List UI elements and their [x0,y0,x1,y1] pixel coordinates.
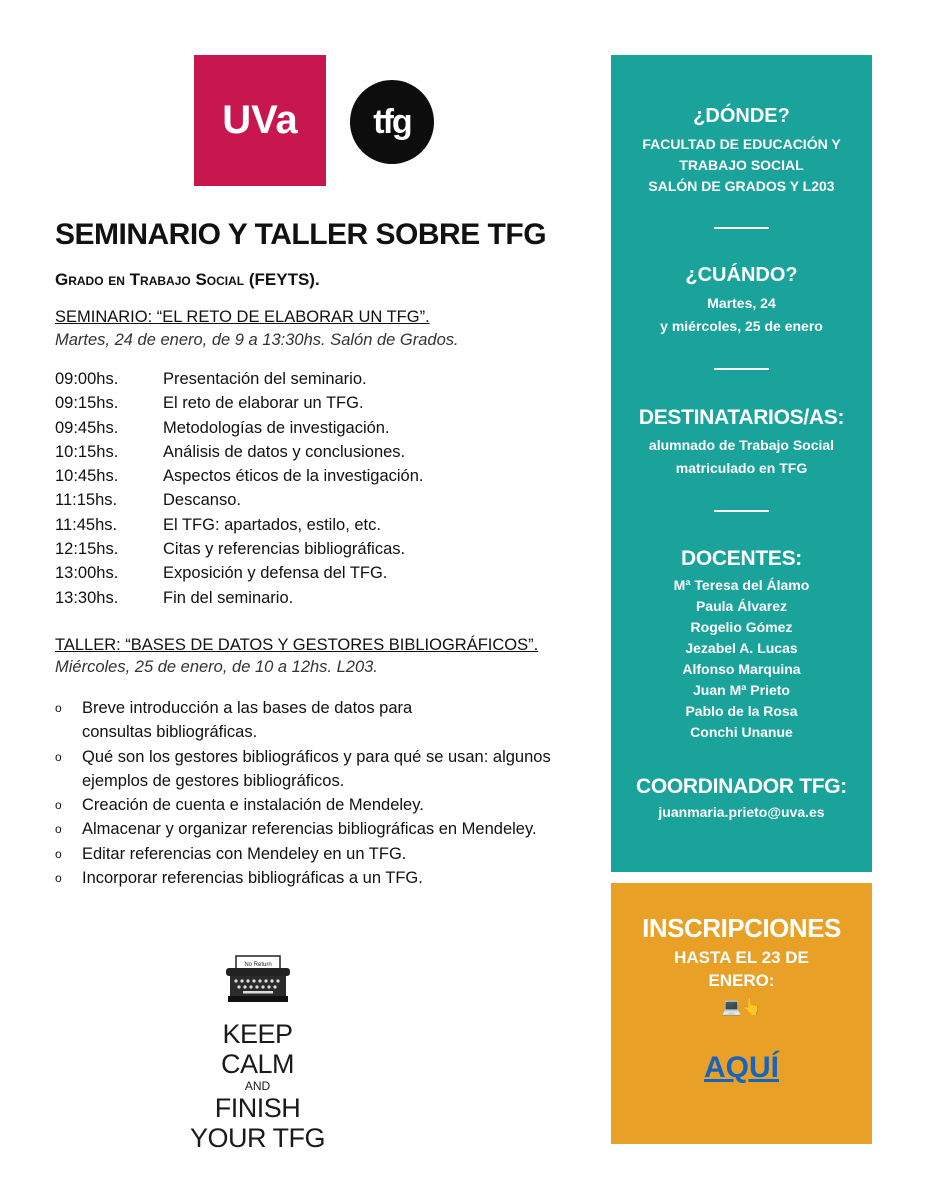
schedule-time: 11:15hs. [55,491,118,510]
bullet-marker: o [55,871,62,886]
schedule-activity: Citas y referencias bibliográficas. [163,540,406,559]
schedule-row [55,491,423,515]
schedule-time: 12:15hs. [55,540,119,559]
teachers-heading: DOCENTES: [681,547,802,570]
page-title: SEMINARIO Y TALLER SOBRE TFG [55,218,547,251]
coordinator-email: juanmaria.prieto@uva.es [658,804,825,820]
registration-deadline-month: ENERO: [708,971,775,990]
divider [714,227,769,229]
schedule-row [55,467,423,491]
schedule-row [55,516,423,540]
bullet-marker: o [55,749,62,764]
teacher-name: Pablo de la Rosa [685,703,798,719]
info-panel [611,55,872,872]
schedule-time: 09:15hs. [55,394,119,413]
workshop-list [55,696,615,890]
registration-deadline: HASTA EL 23 DE [674,948,809,967]
computer-click-icon: 💻👆 [721,999,762,1016]
audience-line: alumnado de Trabajo Social [648,437,835,453]
registration-link[interactable]: AQUÍ [704,1051,779,1084]
teacher-name: Juan Mª Prieto [693,682,790,698]
bullet-marker: o [55,846,62,861]
when-line: y miércoles, 25 de enero [660,318,823,334]
schedule-row [55,443,423,467]
when-heading: ¿CUÁNDO? [685,264,798,286]
list-item [55,793,615,817]
audience-line: matriculado en TFG [675,460,808,476]
schedule-time: 09:00hs. [55,370,119,388]
teacher-name: Conchi Unanue [690,724,793,740]
schedule-time: 09:45hs. [55,418,119,437]
list-item-text: Incorporar referencias bibliográficas a un TFG. [82,869,423,888]
bullet-marker: o [55,822,62,837]
workshop-date: Miércoles, 25 de enero, de 10 a 12hs. L203. [55,658,378,676]
list-item [55,696,615,745]
registration-panel [611,883,872,1144]
tfg-logo [350,80,434,164]
poster-line-and: AND [244,1079,271,1093]
schedule-activity: Exposición y defensa del TFG. [163,564,388,583]
schedule-row [55,540,423,564]
subtitle: Grado en Trabajo Social (FEYTS). [55,270,320,289]
keep-calm-poster [145,952,370,1152]
divider [714,368,769,370]
schedule-time: 11:45hs. [55,515,118,534]
uva-logo-text: UVa [222,98,298,142]
list-item-text: Almacenar y organizar referencias bibliográficas en Mendeley. [82,820,537,839]
typewriter-icon [145,952,370,1014]
schedule-time: 10:45hs. [55,467,119,486]
divider [714,510,769,512]
bullet-marker: o [55,701,62,715]
schedule-activity: Aspectos éticos de la investigación. [163,467,424,486]
teacher-name: Paula Álvarez [695,598,788,614]
schedule-row [55,394,423,418]
list-item-text: Editar referencias con Mendeley en un TFG. [82,844,407,863]
schedule-activity: Metodologías de investigación. [163,418,390,437]
list-item-text: Creación de cuenta e instalación de Mendeley. [82,796,424,815]
list-item [55,817,615,841]
bullet-marker: o [55,798,62,813]
coordinator-heading: COORDINADOR TFG: [635,775,847,798]
uva-logo [194,55,326,186]
list-item [55,842,615,866]
schedule-activity: Fin del seminario. [163,588,294,607]
schedule-activity: Descanso. [163,491,241,510]
when-line: Martes, 24 [707,295,776,311]
poster-line-your-tfg: YOUR TFG [189,1123,325,1153]
tfg-logo-text: tfg [373,102,411,141]
registration-heading: INSCRIPCIONES [642,913,841,943]
schedule-activity: Presentación del seminario. [163,370,367,388]
audience-heading: DESTINATARIOS/AS: [638,406,845,429]
schedule-activity: Análisis de datos y conclusiones. [163,442,406,461]
seminar-heading: SEMINARIO: “EL RETO DE ELABORAR UN TFG”. [55,308,430,326]
workshop-heading: TALLER: “BASES DE DATOS Y GESTORES BIBLIOGRÁFICOS”. [55,636,539,654]
where-line: SALÓN DE GRADOS Y L203 [648,178,835,194]
where-heading: ¿DÓNDE? [693,105,790,127]
teacher-name: Jezabel A. Lucas [685,640,798,656]
schedule-time: 13:30hs. [55,588,119,607]
schedule-time: 10:15hs. [55,442,119,461]
schedule-activity: El reto de elaborar un TFG. [163,394,364,413]
poster-line-calm: CALM [220,1049,294,1079]
schedule-row [55,370,423,394]
seminar-date: Martes, 24 de enero, de 9 a 13:30hs. Salón de Grados. [55,331,459,349]
poster-line-finish: FINISH [214,1093,301,1123]
list-item-text: Breve introducción a las bases de datos para consultas bibliográficas. [82,699,413,742]
schedule-row [55,564,423,588]
schedule-activity: El TFG: apartados, estilo, etc. [163,515,381,534]
list-item [55,866,615,890]
list-item-text: Qué son los gestores bibliográficos y para qué se usan: algunos ejemplos de gestores bibliográficos. [82,747,551,790]
teacher-name: Mª Teresa del Álamo [673,577,810,593]
teacher-name: Rogelio Gómez [690,619,793,635]
schedule-time: 13:00hs. [55,564,119,583]
seminar-schedule [55,370,423,613]
poster-line-keep: KEEP [222,1019,293,1049]
schedule-row [55,419,423,443]
list-item [55,745,615,794]
schedule-row [55,589,423,613]
where-line: FACULTAD DE EDUCACIÓN Y [642,136,841,152]
where-line: TRABAJO SOCIAL [679,157,804,173]
typewriter-sheet-text: No Return [244,962,272,968]
teacher-name: Alfonso Marquina [682,661,801,677]
